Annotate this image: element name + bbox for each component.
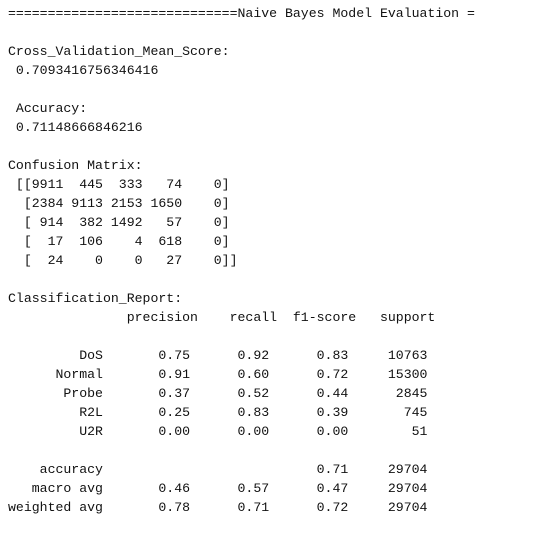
report-header-row: precision recall f1-score support [8, 310, 436, 325]
header-line: =============================Naive Bayes Model Evaluation = [8, 6, 475, 21]
accuracy-label: Accuracy: [8, 101, 88, 116]
accuracy-value: 0.71148666846216 [8, 120, 143, 135]
confusion-matrix-row: [ 914 382 1492 57 0] [8, 215, 230, 230]
cv-score-label: Cross_Validation_Mean_Score: [8, 44, 230, 59]
cv-score-value: 0.7093416756346416 [8, 63, 159, 78]
report-row-macro-avg: macro avg 0.46 0.57 0.47 29704 [8, 481, 428, 496]
confusion-matrix-row: [2384 9113 2153 1650 0] [8, 196, 230, 211]
report-row-probe: Probe 0.37 0.52 0.44 2845 [8, 386, 428, 401]
confusion-matrix-row: [ 24 0 0 27 0]] [8, 253, 238, 268]
blank-line [8, 80, 555, 99]
confusion-matrix-row: [[9911 445 333 74 0] [8, 177, 230, 192]
blank-line [8, 23, 555, 42]
blank-line [8, 441, 555, 460]
report-row-accuracy: accuracy 0.71 29704 [8, 462, 428, 477]
confusion-matrix-label: Confusion Matrix: [8, 158, 143, 173]
report-row-dos: DoS 0.75 0.92 0.83 10763 [8, 348, 428, 363]
report-row-normal: Normal 0.91 0.60 0.72 15300 [8, 367, 428, 382]
report-row-r2l: R2L 0.25 0.83 0.39 745 [8, 405, 428, 420]
confusion-matrix-row: [ 17 106 4 618 0] [8, 234, 230, 249]
blank-line [8, 137, 555, 156]
report-row-u2r: U2R 0.00 0.00 0.00 51 [8, 424, 428, 439]
blank-line [8, 327, 555, 346]
classification-report-label: Classification_Report: [8, 291, 183, 306]
console-output [8, 4, 555, 538]
report-row-weighted-avg: weighted avg 0.78 0.71 0.72 29704 [8, 500, 428, 515]
blank-line [8, 270, 555, 289]
